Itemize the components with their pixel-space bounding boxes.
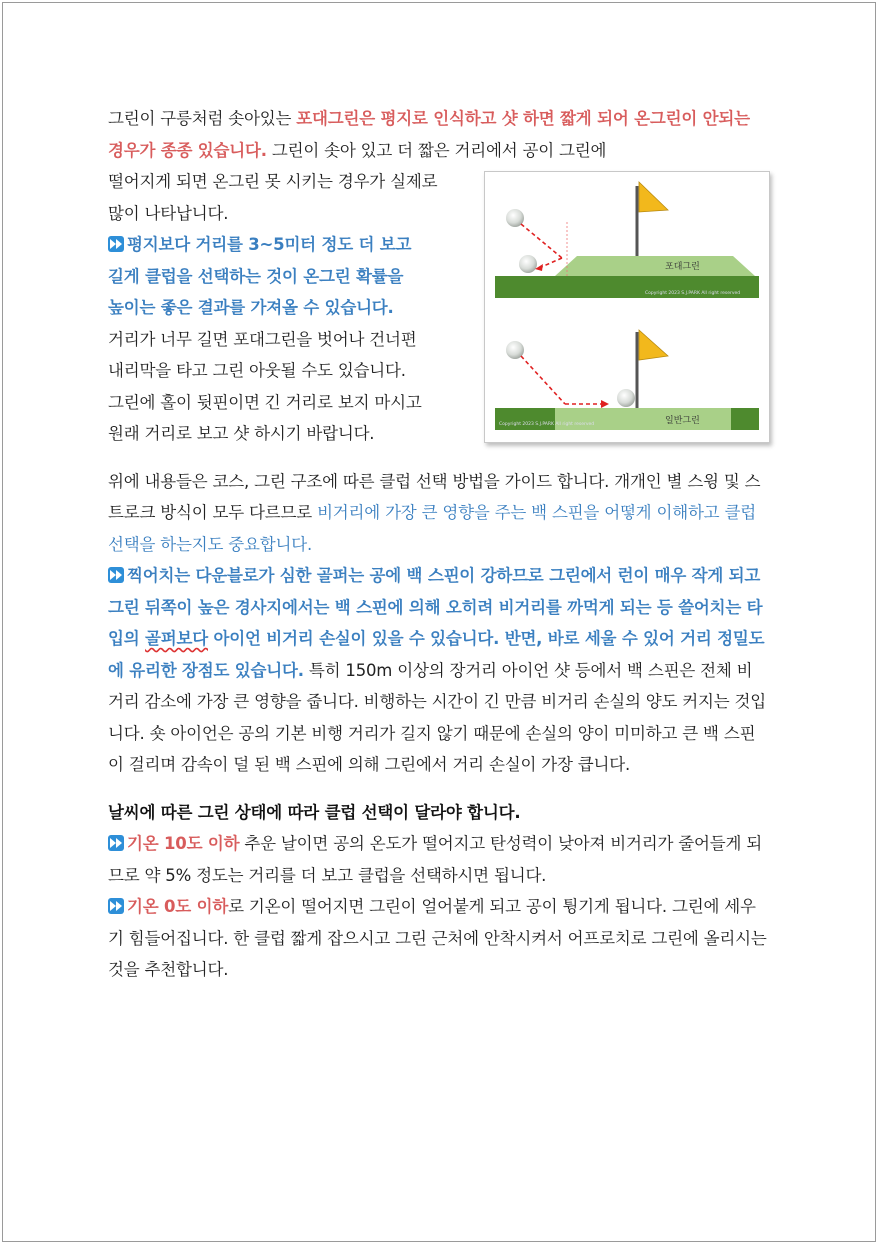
text: 위에 내용들은 코스, 그린 구조에 따른 클럽 선택 방법을 가이드 합니다. 개개인 별 스윙 및 스트로크 방식이 모두 다르므로 <box>108 471 761 522</box>
text: 추운 날이면 공의 온도가 떨어지고 탄성력이 낮아져 비거리가 줄어들게 되므로 약 5% 정도는 거리를 더 보고 클럽을 선택하시면 됩니다. <box>108 834 762 885</box>
fast-forward-icon <box>108 567 124 583</box>
highlight-red: 포대그린은 평지로 인식하고 샷 하면 짧게 되어 온그린이 안되는 경우가 종종 있습니다. <box>108 109 750 160</box>
tip-line: 높이는 좋은 결과를 가져올 수 있습니다. <box>108 298 394 317</box>
fast-forward-icon <box>108 898 124 914</box>
highlight-blue-bold: 아이언 비거리 손실이 있을 수 있습니다. 반면, 바로 세울 수 있어 거리 정밀도에 유리한 장점도 있습니다. <box>108 629 765 680</box>
text: 그린이 솟아 있고 더 짧은 거리에서 공이 그린에 <box>266 140 607 160</box>
text: 그린이 구릉처럼 솟아있는 <box>108 109 297 128</box>
tip-line: 평지보다 거리를 3~5미터 정도 더 보고 <box>127 235 412 254</box>
paragraph-backspin-detail <box>108 560 768 781</box>
text-line: 거리가 너무 길면 포대그린을 벗어나 건너편 <box>108 329 417 349</box>
section-heading-weather: 날씨에 따른 그린 상태에 따라 클럽 선택이 달라야 합니다. <box>108 802 521 822</box>
fast-forward-icon <box>108 835 124 851</box>
spellcheck-word: 골퍼보다 <box>145 629 208 648</box>
paragraph-backspin-intro <box>108 466 768 561</box>
paragraph-below-10 <box>108 828 768 891</box>
paragraph-below-0 <box>108 891 768 986</box>
highlight-blue: 비거리에 가장 큰 영향을 주는 백 스핀을 어떻게 이해하고 클럽 선택을 하는지도 중요합니다. <box>108 503 756 554</box>
bottom-label: 일반그린 <box>665 416 700 426</box>
highlight-red: 기온 0도 이하 <box>127 897 229 916</box>
tip-line: 길게 클럽을 선택하는 것이 온그린 확률을 <box>108 266 404 286</box>
text-line: 떨어지게 되면 온그린 못 시키는 경우가 실제로 <box>108 172 438 191</box>
top-label: 포대그린 <box>665 262 700 272</box>
highlight-blue-bold: 찍어치는 다운블로가 심한 골퍼는 공에 백 스핀이 강하므로 그린에서 런이 매우 작게 되고 그린 뒤쪽이 높은 경사지에서는 백 스핀에 의해 오히려 비거리를 까먹게 되는 등 쓸어치는 타입의 <box>108 566 763 648</box>
text-line: 내리막을 타고 그린 아웃될 수도 있습니다. <box>108 361 406 380</box>
top-copyright: Copyright 2023 S.J.PARK All right reserved <box>645 291 741 296</box>
text: 로 기온이 떨어지면 그린이 얼어붙게 되고 공이 튕기게 됩니다. 그린에 세우기 힘들어집니다. 한 클럽 짧게 잡으시고 그린 근처에 안착시켜서 어프로치로 그린에 올리시는 것을 추천합니다. <box>108 897 767 979</box>
bottom-copyright: Copyright 2023 S.J.PARK All right reserved <box>499 422 595 427</box>
paragraph-next-to-figure <box>108 166 768 450</box>
text-line: 그린에 홀이 뒷핀이면 긴 거리로 보지 마시고 <box>108 392 422 412</box>
text-line: 많이 나타납니다. <box>108 203 229 223</box>
highlight-red: 기온 10도 이하 <box>127 834 240 853</box>
text: 특히 150m 이상의 장거리 아이언 샷 등에서 백 스핀은 전체 비거리 감소에 가장 큰 영향을 줍니다. 비행하는 시간이 긴 만큼 비거리 손실의 양도 커지는 것입니다. 숏 아이언은 공의 기본 비행 거리가 길지 않기 때문에 손실의 양이 미미하고 큰 백 스핀이 걸리며 감속이 덜 된 백 스핀에 의해 그린에서 거리 손실이 가장 큽니다. <box>108 660 767 774</box>
fast-forward-icon <box>108 236 124 252</box>
paragraph-elevated-green <box>108 103 768 166</box>
text-line: 원래 거리로 보고 샷 하시기 바랍니다. <box>108 424 375 443</box>
document-body <box>108 103 768 986</box>
